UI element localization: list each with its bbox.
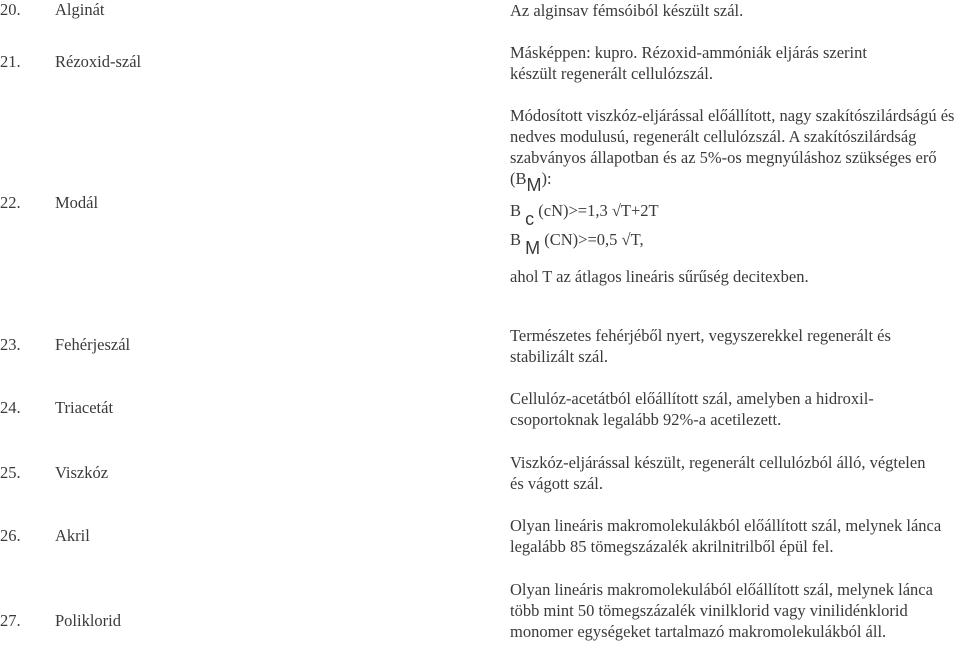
row-number: 23. <box>0 335 21 354</box>
row-number: 27. <box>0 611 21 630</box>
description-text: Olyan lineáris makromolekulából előállított szál, melynek lánca több mint 50 tömegszázalék vinilklorid vagy vinilidénklorid monomer egységeket tartalmazó makromolekulákból áll. <box>510 580 933 641</box>
formula-expression: (cN)>=1,3 √T+2T <box>534 201 659 220</box>
fiber-description <box>510 0 958 21</box>
row-number: 20. <box>0 0 21 19</box>
formula-bm <box>510 229 958 258</box>
description-text: Az alginsav fémsóiból készült szál. <box>510 1 744 20</box>
fiber-name: Alginát <box>55 0 105 19</box>
row-number: 21. <box>0 52 21 71</box>
fiber-name: Poliklorid <box>55 611 122 630</box>
description-subscript: M <box>526 175 542 195</box>
description-text <box>510 105 958 195</box>
fiber-name: Viszkóz <box>55 463 109 482</box>
row-number: 26. <box>0 526 21 545</box>
description-main: Módosított viszkóz-eljárással előállított, nagy szakítószilárdságú és nedves modulusú, regenerált cellulózszál. A szakítószilárdság szabványos állapotban és az 5%-os megnyúláshoz szükséges erő (B <box>510 106 955 188</box>
fiber-description <box>510 42 958 84</box>
fiber-description <box>510 388 958 430</box>
formula-symbol: B <box>510 201 522 220</box>
formula-subscript: M <box>525 238 541 258</box>
fiber-name: Modál <box>55 193 99 212</box>
row-number: 25. <box>0 463 21 482</box>
fiber-name: Rézoxid-szál <box>55 52 142 71</box>
description-text: Viszkóz-eljárással készült, regenerált cellulózból álló, végtelen és vágott szál. <box>510 453 926 493</box>
description-text: Cellulóz-acetátból előállított szál, amelyben a hidroxil-csoportoknak legalább 92%-a acetilezett. <box>510 389 874 429</box>
fiber-description <box>510 515 958 557</box>
description-tail: ): <box>541 169 552 188</box>
formula-subscript: c <box>525 209 535 229</box>
description-text: Másképpen: kupro. Rézoxid-ammóniák eljárás szerint készült regenerált cellulózszál. <box>510 43 867 83</box>
row-number: 22. <box>0 193 21 212</box>
formula-bc <box>510 200 958 229</box>
fiber-description <box>510 325 958 367</box>
fiber-description <box>510 105 958 287</box>
formula-symbol: B <box>510 230 522 249</box>
fiber-name: Triacetát <box>55 398 114 417</box>
description-text: Természetes fehérjéből nyert, vegyszerekkel regenerált és stabilizált szál. <box>510 326 891 366</box>
fiber-name: Akril <box>55 526 90 545</box>
fiber-name: Fehérjeszál <box>55 335 131 354</box>
fiber-description <box>510 452 958 494</box>
fiber-description <box>510 579 958 642</box>
formula-expression: (CN)>=0,5 √T, <box>540 230 644 249</box>
description-text: Olyan lineáris makromolekulákból előállított szál, melynek lánca legalább 85 tömegszázalék akrilnitrilből épül fel. <box>510 516 942 556</box>
formula-note: ahol T az átlagos lineáris sűrűség decitexben. <box>510 267 809 286</box>
row-number: 24. <box>0 398 21 417</box>
